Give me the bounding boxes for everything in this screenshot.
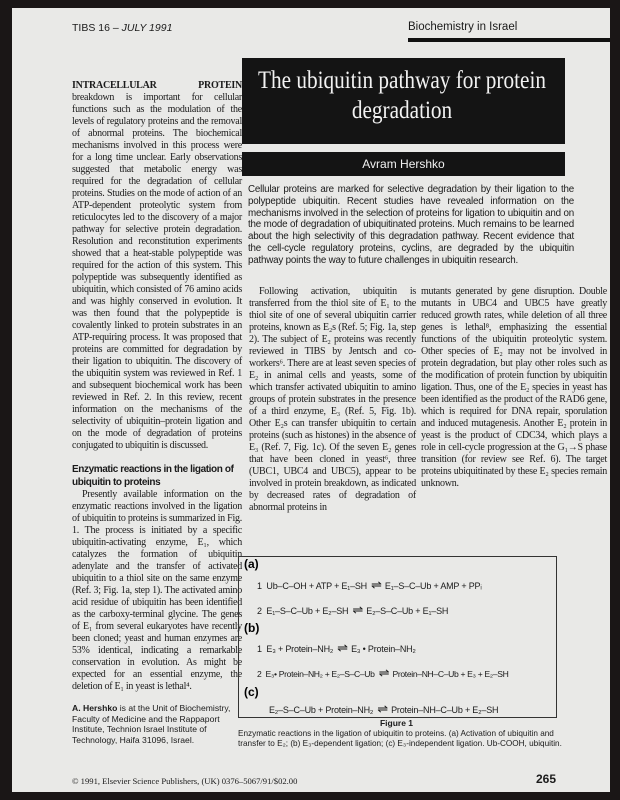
issue-date: JULY 1991	[121, 22, 173, 34]
middle-column: Following activation, ubiquitin is transferred from the thiol site of E₁ to the thiol site of one of several ubiquitin carrier proteins, known as E₂s (Ref. 5; Fig. 1a, step 2). The subject of E₂ proteins was recently reviewed in TIBS by Jentsch and co-workers⁶. There are at least seven species of E₂ in animal cells and yeasts, some of which transfer activated ubiquitin to amino groups of protein substrates in the presence of a third enzyme, E₃ (Ref. 5, Fig. 1b). Other E₂s can transfer ubiquitin to certain proteins (such as histones) in the absence of E₃ (Ref. 7, Fig. 1c). Of the seven E₂ genes that have been cloned in yeast⁶, three (UBC1, UBC4 and UBC5), appear to be involved in protein breakdown, as indicated by decreased rates of degradation of abnormal proteins in	[249, 286, 416, 513]
right-column: mutants generated by gene disruption. Double mutants in UBC4 and UBC5 have greatly reduced growth rates, while deletion of all three genes is lethal⁸, emphasizing the essential functions of the ubiquitin proteolytic system. Other species of E₂ may not be involved in protein degradation, but play other roles such as the modification of protein function by ubiquitin ligation. Thus, one of the E₂ species in yeast has been identified as the product of the RAD6 gene, which is required for DNA repair, sporulation and induced mutagenesis. Another E₂ protein in yeast is the product of CDC34, which plays a role in cell-cycle progression at the G₁→S phase transition (for review see Ref. 6). The target proteins ubiquitinated by these E₂ species remain unknown.	[421, 286, 607, 489]
figure-title: Figure 1	[379, 718, 414, 728]
copyright-line: © 1991, Elsevier Science Publishers, (UK) 0376–5067/91/$02.00	[72, 776, 298, 786]
page-number: 265	[536, 772, 557, 786]
panel-b-label: (b)	[244, 621, 260, 635]
figure-box	[238, 556, 557, 718]
running-header-left	[72, 22, 172, 34]
section-heading: Enzymatic reactions in the ligation of ubiquitin to proteins	[72, 464, 234, 488]
equilibrium-arrow-icon: ⇌	[352, 602, 363, 617]
equilibrium-arrow-icon: ⇌	[337, 640, 348, 655]
reaction-a2: 2 E₁–S–C–Ub + E₂–SH ⇌ E₂–S–C–Ub + E₁–SH	[257, 602, 449, 617]
header-rule	[408, 38, 610, 42]
affiliation-author: A. Hershko	[72, 703, 118, 713]
panel-a-label: (a)	[244, 557, 259, 571]
left-column	[72, 80, 242, 745]
journal-volume: TIBS 16 –	[72, 22, 122, 34]
reaction-b2: 2 E₃• Protein–NH₂ + E₂–S–C–Ub ⇌ Protein–NH–C–Ub + E₃ + E₂–SH	[257, 665, 509, 680]
equilibrium-arrow-icon: ⇌	[370, 577, 381, 592]
equilibrium-arrow-icon: ⇌	[378, 665, 389, 680]
intro-paragraph: breakdown is important for cellular functions such as the modulation of the levels of regulatory proteins and the removal of abnormal proteins. The biochemical mechanisms involved in this process were for a long time unclear. Early observations suggested that metabolic energy was required for the degradation of cellular proteins. Studies on the mode of action of an ATP-dependent proteolytic system from reticulocytes led to the discovery of a major pathway for selective protein degradation. Resolution and reconstitution experiments showed that a heat-stable polypeptide was required for the action of this system. This polypeptide was subsequently identified as ubiquitin, which consisted of 76 amino acids and was highly conserved in evolution. It was then found that the polypeptide is covalently linked to protein substrates in an ATP-requiring process. It was proposed that proteins are committed for degradation by their ligation to ubiquitin. The discovery of the ubiquitin system was reviewed in Ref. 1 and subsequent biochemical work has been reviewed in Ref. 2. In this review, recent information on the mechanisms of the selectivity of ubiquitin–protein ligation and on the mode of degradation of proteins conjugated to ubiquitin is discussed.	[72, 92, 242, 451]
paragraph: Presently available information on the enzymatic reactions involved in the ligation of ubiquitin to proteins is summarized in Fig. 1. The process is initiated by a specific ubiquitin-activating enzyme, E₁, which catalyzes the formation of ubiquitin adenylate and the transfer of activated ubiquitin to a thiol site on the same enzyme (Ref. 3; Fig. 1a, step 1). The activated amino acid residue of ubiquitin has been identified as the carboxy-terminal glycine. The genes of E₁ from several eukaryotes have recently been cloned; yeast and human enzymes are 53% identical, indicating a remarkable conservation in evolution. As might be expected for an essential enzyme, the deletion of E₁ in yeast is lethal⁴.	[72, 489, 242, 692]
reaction-a1: 1 Ub–C–OH + ATP + E₁–SH ⇌ E₁–S–C–Ub + AMP + PPᵢ	[257, 577, 482, 592]
figure-caption: Enzymatic reactions in the ligation of ubiquitin to proteins. (a) Activation of ubiquitin and transfer to E₂; (b) E₃-dependent ligation; (c) E₃-independent ligation. Ub-COOH, ubiquitin.	[238, 729, 562, 749]
affiliation-text: is at the Unit of Biochemistry, Faculty of Medicine and the Rappaport Institute, Technion Israel Institute of Technology, Haifa 31096, Israel.	[72, 703, 231, 745]
panel-c-label: (c)	[244, 685, 259, 699]
author-name: Avram Hershko	[242, 152, 565, 176]
section-name: Biochemistry in Israel	[408, 21, 518, 33]
lead-in: INTRACELLULAR PROTEIN	[72, 80, 242, 91]
equilibrium-arrow-icon: ⇌	[377, 701, 388, 716]
abstract: Cellular proteins are marked for selective degradation by their ligation to the polypeptide ubiquitin. Recent studies have revealed information on the mechanisms involved in the selection of proteins for ligation to ubiquitin and on the mode of degradation of ubiquitinated proteins. Much remains to be learned about the high selectivity of this degradation pathway. Recent evidence that the cell-cycle regulatory proteins, cyclins, are degraded by the ubiquitin pathway points the way to future challenges in ubiquitin research.	[248, 184, 574, 266]
author-affiliation	[72, 703, 242, 745]
reaction-b1: 1 E₃ + Protein–NH₂ ⇌ E₃ • Protein–NH₂	[257, 640, 416, 655]
article-title: The ubiquitin pathway for protein degradation	[242, 58, 565, 144]
reaction-c: E₂–S–C–Ub + Protein–NH₂ ⇌ Protein–NH–C–Ub + E₂–SH	[269, 701, 499, 716]
